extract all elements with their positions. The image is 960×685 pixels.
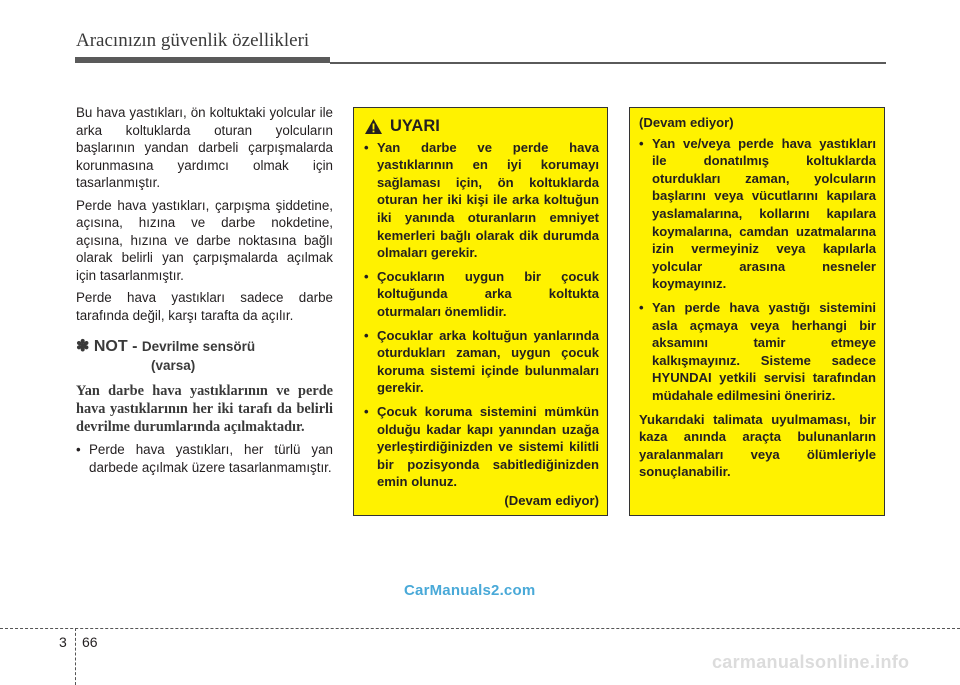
footer-divider: [75, 628, 76, 685]
paragraph-intro: Bu hava yastıkları, ön koltuktaki yolcular ile arka koltuklarda oturan yolcuların başlarının yandan darbeli çarpışmalarda korunmasına yardımcı olmak için tasarlanmıştır.: [76, 105, 333, 190]
header-rule-thin: [330, 62, 886, 64]
continued-closing: Yukarıdaki talimata uyulmaması, bir kaza anında araçta bulunanların yaralanmaları veya ölümleriyle sonuçlanabilir.: [639, 411, 876, 480]
warning-title: UYARI: [390, 117, 440, 135]
warning-box: [353, 107, 608, 516]
continued-bullet-2: • Yan perde hava yastığı sistemini asla açmaya veya herhangi bir aksamını tamir etmeye kalkışmayınız. Sisteme sadece HYUNDAI yetkili servisi tarafından müdahale edilmesini öneririz.: [639, 299, 876, 405]
note-subtitle: Devrilme sensörü: [141, 339, 256, 354]
left-column: [76, 104, 333, 476]
note-asterisk-icon: ✽: [76, 338, 90, 355]
warning-continued: (Devam ediyor): [504, 492, 599, 508]
warning-bullet-3: • Çocuklar arka koltuğun yanlarında oturdukları zaman, uygun çocuk koruma sistemi içinde bulunmaları gerekir.: [364, 327, 599, 397]
chapter-title: Aracınızın güvenlik özellikleri: [76, 30, 310, 51]
header-rule-thick: [75, 57, 330, 63]
watermark-link[interactable]: CarManuals2.com: [404, 582, 536, 599]
note-heading: [76, 338, 333, 356]
note-label: NOT -: [93, 338, 138, 355]
page-number: 66: [82, 634, 98, 650]
continued-box: [629, 107, 885, 516]
warning-bullet-4: • Çocuk koruma sistemini mümkün olduğu kadar kapı yanından uzağa yerleştirdiğinizden ve sistemi kilitli bir pozisyonda sabitlediğinizden emin olunuz.: [364, 403, 599, 491]
left-bullet-item: • Perde hava yastıkları, her türlü yan darbede açılmak üzere tasarlanmamıştır.: [76, 441, 333, 476]
footer-rule: [0, 628, 960, 629]
continued-bullet-1: • Yan ve/veya perde hava yastıkları ile donatılmış koltuklarda oturdukları zaman, yolcuların başlarını veya vücutlarını kapılara yaslamalarına, kollarını kapılara koymalarına, camdan uzatmalarına izin vermeyiniz veya kapılarla yolcular arasına nesneler koymayınız.: [639, 135, 876, 293]
rollover-paragraph: Yan darbe hava yastıklarının ve perde hava yastıklarının her iki tarafı da belirli devrilme durumlarında açılmaktadır.: [76, 383, 333, 435]
chapter-number: 3: [59, 634, 67, 650]
paragraph-deployment: Perde hava yastıkları, çarpışma şiddetine, açısına, hızına ve darbe nokdetine, açısına, hızına ve darbe noktasına bağlı olarak belirli yan çarpışmalarda açılmak için tasarlanmıştır.: [76, 197, 333, 283]
paragraph-sides: Perde hava yastıkları sadece darbe tarafında değil, karşı tarafta da açılır.: [76, 290, 333, 323]
warning-heading: [364, 118, 599, 136]
warning-bullet-2: • Çocukların uygun bir çocuk koltuğunda arka koltukta oturmaları önemlidir.: [364, 268, 599, 321]
warning-triangle-icon: [364, 118, 383, 135]
continued-header: (Devam ediyor): [639, 115, 734, 130]
footer-site-watermark: carmanualsonline.info: [712, 652, 910, 672]
note-subtitle-2: (varsa): [151, 357, 196, 373]
warning-bullet-1: • Yan darbe ve perde hava yastıklarının en iyi korumayı sağlaması için, ön koltuklarda oturan her iki kişi ile arka koltuğun iki yanında oturanların emniyet kemerleri bağlı olarak dik durumda olmaları gerekir.: [364, 139, 599, 262]
